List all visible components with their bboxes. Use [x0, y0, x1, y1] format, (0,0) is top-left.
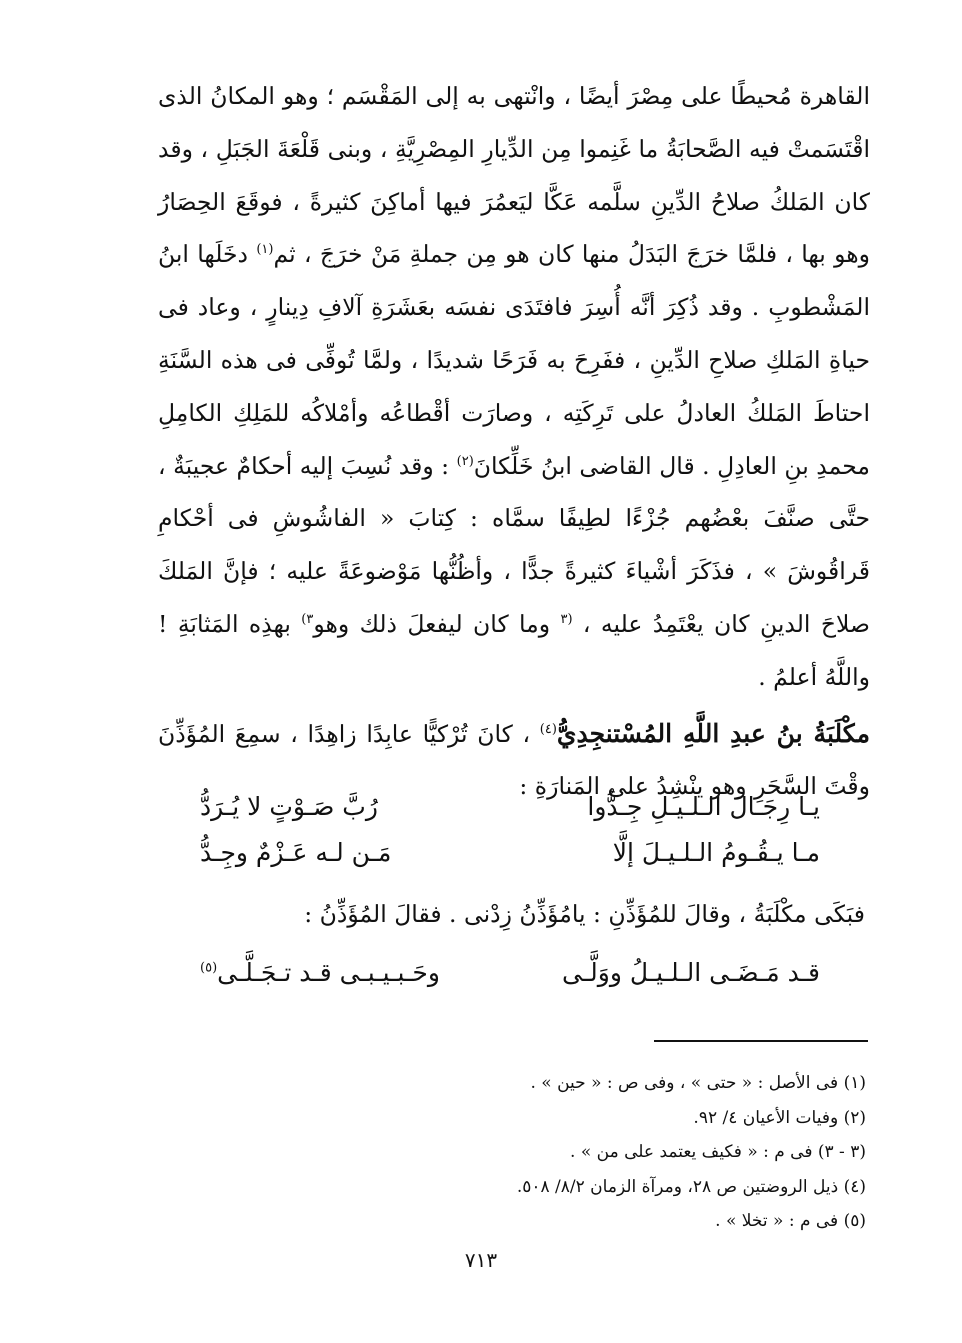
paragraph-2-text: ، كانَ تُرْكيًّا عابِدًا زاهِدًا ، سمِعَ المُؤَذِّنَ وقْتَ السَّحَرِ وهو ينْشِدُ على المَنارَةِ :	[158, 719, 870, 801]
footnote-5: (٥) فى م : « تخلا » .	[715, 1211, 866, 1231]
verse-3-first-hemistich: قـد مَـضَـى الـلـيـلُ ووَلَّـى	[561, 958, 820, 987]
footnote-3: (٣ - ٣) فى م : « فكيف يعتمد على من » .	[570, 1142, 866, 1162]
verse-3-second-hemistich-text: وحَـبـيـبـى قـد تـجَـلَّـى	[217, 958, 440, 987]
verse-1-second-hemistich: رُبَّ صَـوْتٍ لا يُـرَدُّ	[200, 792, 378, 821]
footnote-ref-4: (٤)	[539, 721, 557, 737]
paragraph-1-part-d: وما كان ليفعلَ ذلك وهو	[313, 609, 551, 638]
footnote-ref-5: (٥)	[200, 960, 218, 976]
footnote-1: (١) فى الأصل : « حتى » ، وفى ص : « حين » .	[530, 1073, 866, 1093]
paragraph-1-part-c: : وقد نُسِبَ إليه أحكامٌ عجيبَةٌ ، حتَّى صنَّفَ بعْضُهم جُزْءًا لطِيفًا سمَّاه : كِتابَ « الفاشُوشِ فى أحْكامِ قَراقُوشَ » ، فذَكَرَ أشْياءَ كثيرةً جدًّا ، وأظُنُّها مَوْضوعَةً عليه ؛ فإنَّ المَلكَ صلاحَ الدينِ كان يعْتَمِدُ عليه ،	[158, 451, 870, 638]
verse-1-first-hemistich: يـا رِجَـالَ الـلـيـلِ جِـدُّوا	[587, 792, 820, 821]
footnote-ref-3-close: ٣)	[301, 612, 314, 628]
footnote-4: (٤) ذيل الروضتين ص ٢٨، ومرآة الزمان ٨/٢/ ٥٠٨.	[516, 1176, 866, 1197]
paragraph-1	[158, 70, 870, 704]
verse-2-first-hemistich: مـا يـقُـومُ الـلـيـلَ إلَّا	[612, 838, 820, 867]
verse-3-second-hemistich	[200, 958, 440, 987]
paragraph-1-part-e: بهذِه المَثابَةِ ! واللَّهُ أعلمُ .	[158, 609, 870, 691]
footnote-divider	[654, 1040, 868, 1042]
verse-line-1	[200, 792, 820, 821]
paragraph-1-part-a: القاهرة مُحيطًا على مِصْرَ أيضًا ، وانْتهى به إلى المَقْسَم ؛ وهو المكانُ الذى اقْتَسَمتْ فيه الصَّحابَةُ ما غَنِموا مِن الدِّيارِ المِصْرِيَّةِ ، وبنى قَلْعَةَ الجَبَلِ ، وقد كان المَلكُ صلاحُ الدِّينِ سلَّمه عَكَّا ليَعمُرَ فيها أماكِنَ كثيرةً ، فوقَعَ الحِصَارُ وهو بها ، فلمَّا خرَجَ البَدَلُ منها كان هو مِن جملةِ مَنْ خرَجَ ، ثم	[158, 82, 870, 269]
footnote-ref-2: (٢)	[456, 453, 474, 469]
footnote-ref-3-open: (٣	[560, 612, 573, 628]
page-number: ٧١٣	[464, 1248, 498, 1272]
biography-name: مكْلَبَةُ بنُ عبدِ اللَّهِ المُسْتنجِدِيُّ	[556, 718, 870, 748]
verse-2-second-hemistich: مَـن لـه عَـزْمٌ وجِـدُّ	[200, 838, 392, 867]
verse-line-2	[200, 838, 820, 867]
footnote-2: (٢) وفيات الأعيان ٤/ ٩٢.	[693, 1107, 866, 1128]
footnotes	[300, 1066, 866, 1239]
footnote-ref-1: (١)	[256, 242, 274, 258]
verse-line-3	[200, 958, 820, 987]
paragraph-1-part-b: دخَلَها ابنُ المَشْطوبِ . وقد ذُكِرَ أنَّه أُسِرَ فافتَدَى نفسَه بعَشَرَةِ آلافِ دِينارٍ ، وعاد فى حياةِ المَلكِ صلاحِ الدِّينِ ، ففَرِحَ به فَرَحًا شديدًا ، ولمَّا تُوفِّى فى هذه السَّنَةِ احتاطَ المَلكُ العادلُ على تَرِكَتِه ، وصارَت أقْطاعُه وأمْلاكُه للمَلِكِ الكامِلِ محمدِ بنِ العادِلِ . قال القاضى ابنُ خَلِّكانَ	[158, 240, 870, 480]
prose-line: فبَكَى مكْلَبَةُ ، وقالَ للمُؤَذِّنِ : يامُؤَذِّنُ زِدْنى . فقالَ المُؤَذِّنُ :	[304, 900, 865, 928]
body-text	[158, 70, 870, 813]
